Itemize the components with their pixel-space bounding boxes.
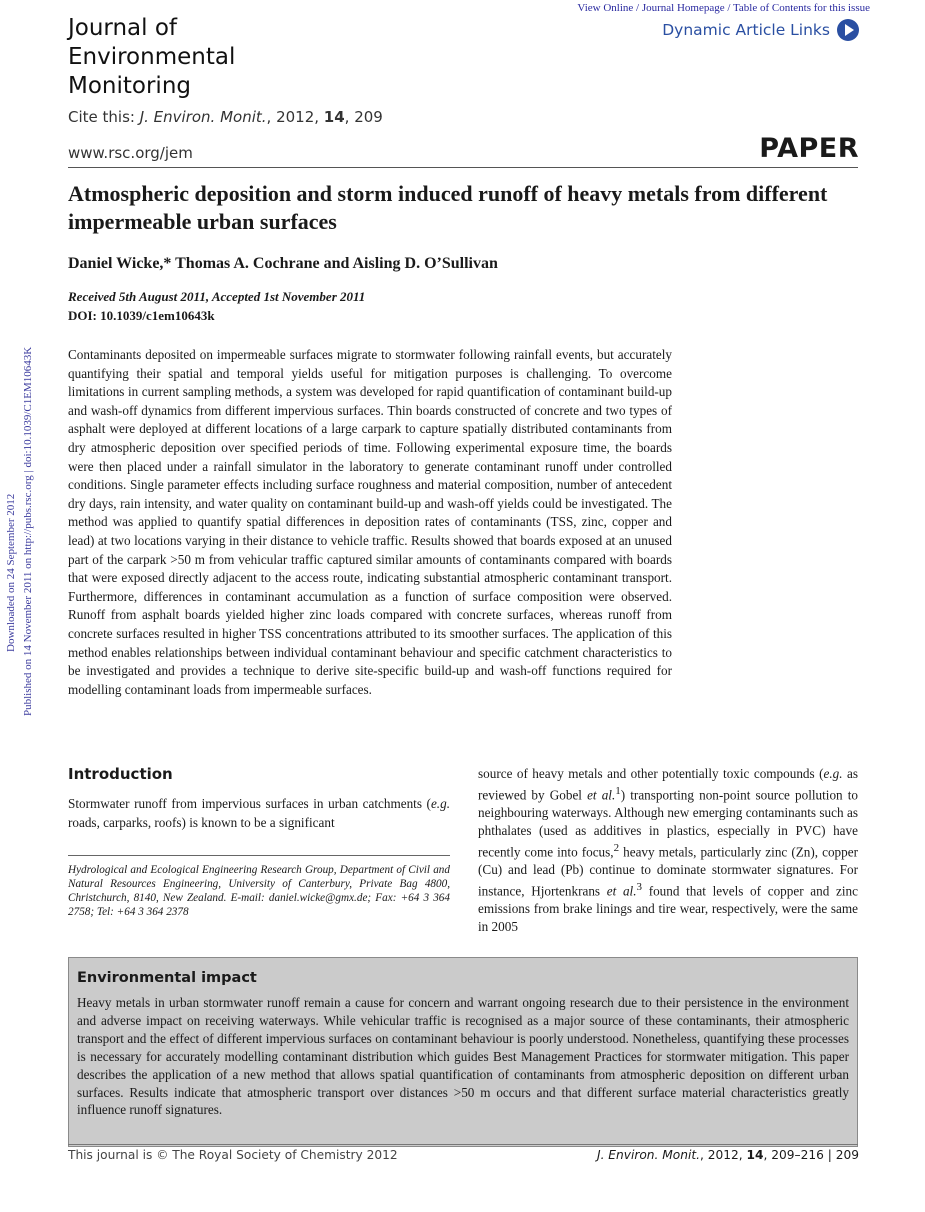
footer-pages: , 209–216 [763,1148,824,1162]
reference-2[interactable]: 2 [613,841,620,854]
intro-paragraph [68,795,450,832]
article-title: Atmospheric deposition and storm induced runoff of heavy metals from different impermeable urban surfaces [68,181,828,234]
cite-journal: J. Environ. Monit. [139,108,267,126]
journal-name-line: Environmental [68,44,236,70]
dynamic-article-links[interactable] [662,19,859,41]
intro-text: source of heavy metals and other potentially toxic compounds ( [478,766,824,781]
intro-text-italic: et al. [606,882,637,898]
footer-year: , 2012, [700,1148,747,1162]
journal-name-line: Journal of [68,15,178,41]
footer-journal: J. Environ. Monit. [596,1148,701,1162]
intro-left-column [68,765,450,832]
impact-text: Heavy metals in urban stormwater runoff remain a cause for concern and warrant ongoing research due to their persistence in the environment and adverse impact on receiving waterways. While vehicular traffic is recognised as a major source of these contaminants, their atmospheric transport and the effect of different impervious surfaces on contaminant behaviour is poorly understood. Nonetheless, quantifying these processes is necessary for accurately modelling contaminant distribution which guides Best Management Practices for stormwater mitigation. This paper describes the application of a new method that allows spatial quantification of contaminants from atmospheric deposition on different urban surfaces. Results indicate that atmospheric transport over distances >50 m occurs and that different surface material characteristics greatly influence runoff signatures. [77,995,849,1118]
reference-3[interactable]: 3 [636,880,642,893]
intro-right-column [478,765,858,935]
link-separator: / [633,2,642,14]
toc-link[interactable]: Table of Contents for this issue [732,2,870,14]
impact-heading: Environmental impact [77,970,257,986]
journal-name [68,14,235,101]
intro-text: ) transporting non-point source pollution to neighbouring waterways. Although new emerging contaminants such as phthalates (used as additives in plastics, especially in PVC) have recently come into focus, [478,787,859,859]
footer-separator: | [823,1148,836,1162]
journal-name-line: Monitoring [68,73,191,99]
header-divider [68,167,858,168]
cite-year: , 2012, [266,108,324,126]
intro-text-italic: et al. [587,787,616,803]
abstract: Contaminants deposited on impermeable surfaces migrate to stormwater following rainfall events, but accurately quantifying their spatial and temporal yields useful for mitigation purposes is challenging. To overcome limitations in current sampling methods, a system was developed for rapid quantification of contaminant build-up and wash-off dynamics from different impervious surfaces. Thin boards constructed of concrete and two types of asphalt were deployed at different locations of a large carpark to capture spatially distributed contaminants from dry atmospheric deposition over specified periods of time. Following experimental exposure time, the boards were then placed under a rainfall simulator in the laboratory to generate contaminant runoff under controlled conditions. Single parameter effects including surface roughness and material composition, number of antecedent dry days, rain intensity, and water quality on contaminant build-up and wash-off yields could be investigated. The method was applied to quantify spatial differences in deposition rates of contaminants (TSS, zinc, copper and lead) at two locations varying in their distance to vehicle traffic. Results showed that boards exposed at an unused part of the carpark >50 m from vehicular traffic captured similar amounts of contaminants compared with boards that were exposed directly adjacent to the access route, indicating substantial atmospheric contaminant transport. Furthermore, differences in contaminant accumulation as a function of surface composition were observed. Runoff from asphalt boards yielded higher zinc loads compared with concrete surfaces, whereas runoff from concrete surfaces resulted in higher TSS concentrations attributed to its smoother surfaces. The application of this method enables relationships between individual contaminant behaviour and specific catchment characteristics to be investigated and provides a technique to derive site-specific build-up and wash-off functions required for modelling contaminant loads from impermeable surfaces. [68,347,672,697]
cite-prefix: Cite this: [68,108,140,126]
intro-text: heavy metals, particularly zinc (Zn), copper (Cu) and lead (Pb) continue to dominate stormwater signatures. For instance, Hjortenkrans [478,843,858,898]
link-separator: / [724,2,733,14]
cite-pages: , 209 [344,108,383,126]
footer-citation [597,1148,859,1162]
intro-text-italic: e.g. [823,766,843,781]
journal-homepage-link[interactable]: Journal Homepage [641,2,725,14]
journal-url[interactable]: www.rsc.org/jem [68,144,193,162]
footer-divider [68,1144,858,1145]
affiliation: Hydrological and Ecological Engineering Research Group, Department of Civil and Natural Resources Engineering, University of Canterbury, Private Bag 4800, Christchurch, 8140, New Zealand. E-mail: daniel.wicke@gmx.de; Fax: +64 3 364 2758; Tel: +64 3 364 2378 [68,864,450,918]
environmental-impact-box [68,957,858,1147]
article-type: PAPER [759,133,859,164]
footer-volume: 14 [746,1148,764,1162]
reference-1[interactable]: 1 [615,784,621,797]
authors: Daniel Wicke,* Thomas A. Cochrane and Aisling D. O’Sullivan [68,255,498,272]
play-arrow-icon [837,19,859,41]
view-online-link[interactable]: View Online [577,2,634,14]
page-number: 209 [835,1148,859,1162]
received-dates: Received 5th August 2011, Accepted 1st November 2011 [68,289,366,304]
intro-text: Stormwater runoff from impervious surfaces in urban catchments ( [68,796,431,811]
cite-volume: 14 [323,108,345,126]
doi: DOI: 10.1039/c1em10643k [68,308,215,323]
copyright: This journal is © The Royal Society of Chemistry 2012 [68,1148,398,1162]
intro-text: found that levels of copper and zinc emissions from brake linings and tire wear, respectively, were the same in 2005 [478,882,858,934]
dynamic-article-links-label: Dynamic Article Links [662,21,830,39]
intro-heading: Introduction [68,765,173,783]
affiliation-divider [68,855,450,856]
intro-text-italic: e.g. [430,796,450,811]
downloaded-sidetext: Downloaded on 24 September 2012 [5,493,17,652]
published-sidetext: Published on 14 November 2011 on http://pubs.rsc.org | doi:10.1039/C1EM10643K [22,346,34,716]
intro-text: roads, carparks, roofs) is known to be a significant [68,814,335,830]
top-links [577,2,870,14]
citation [68,108,383,126]
intro-text: as reviewed by Gobel [478,766,858,803]
